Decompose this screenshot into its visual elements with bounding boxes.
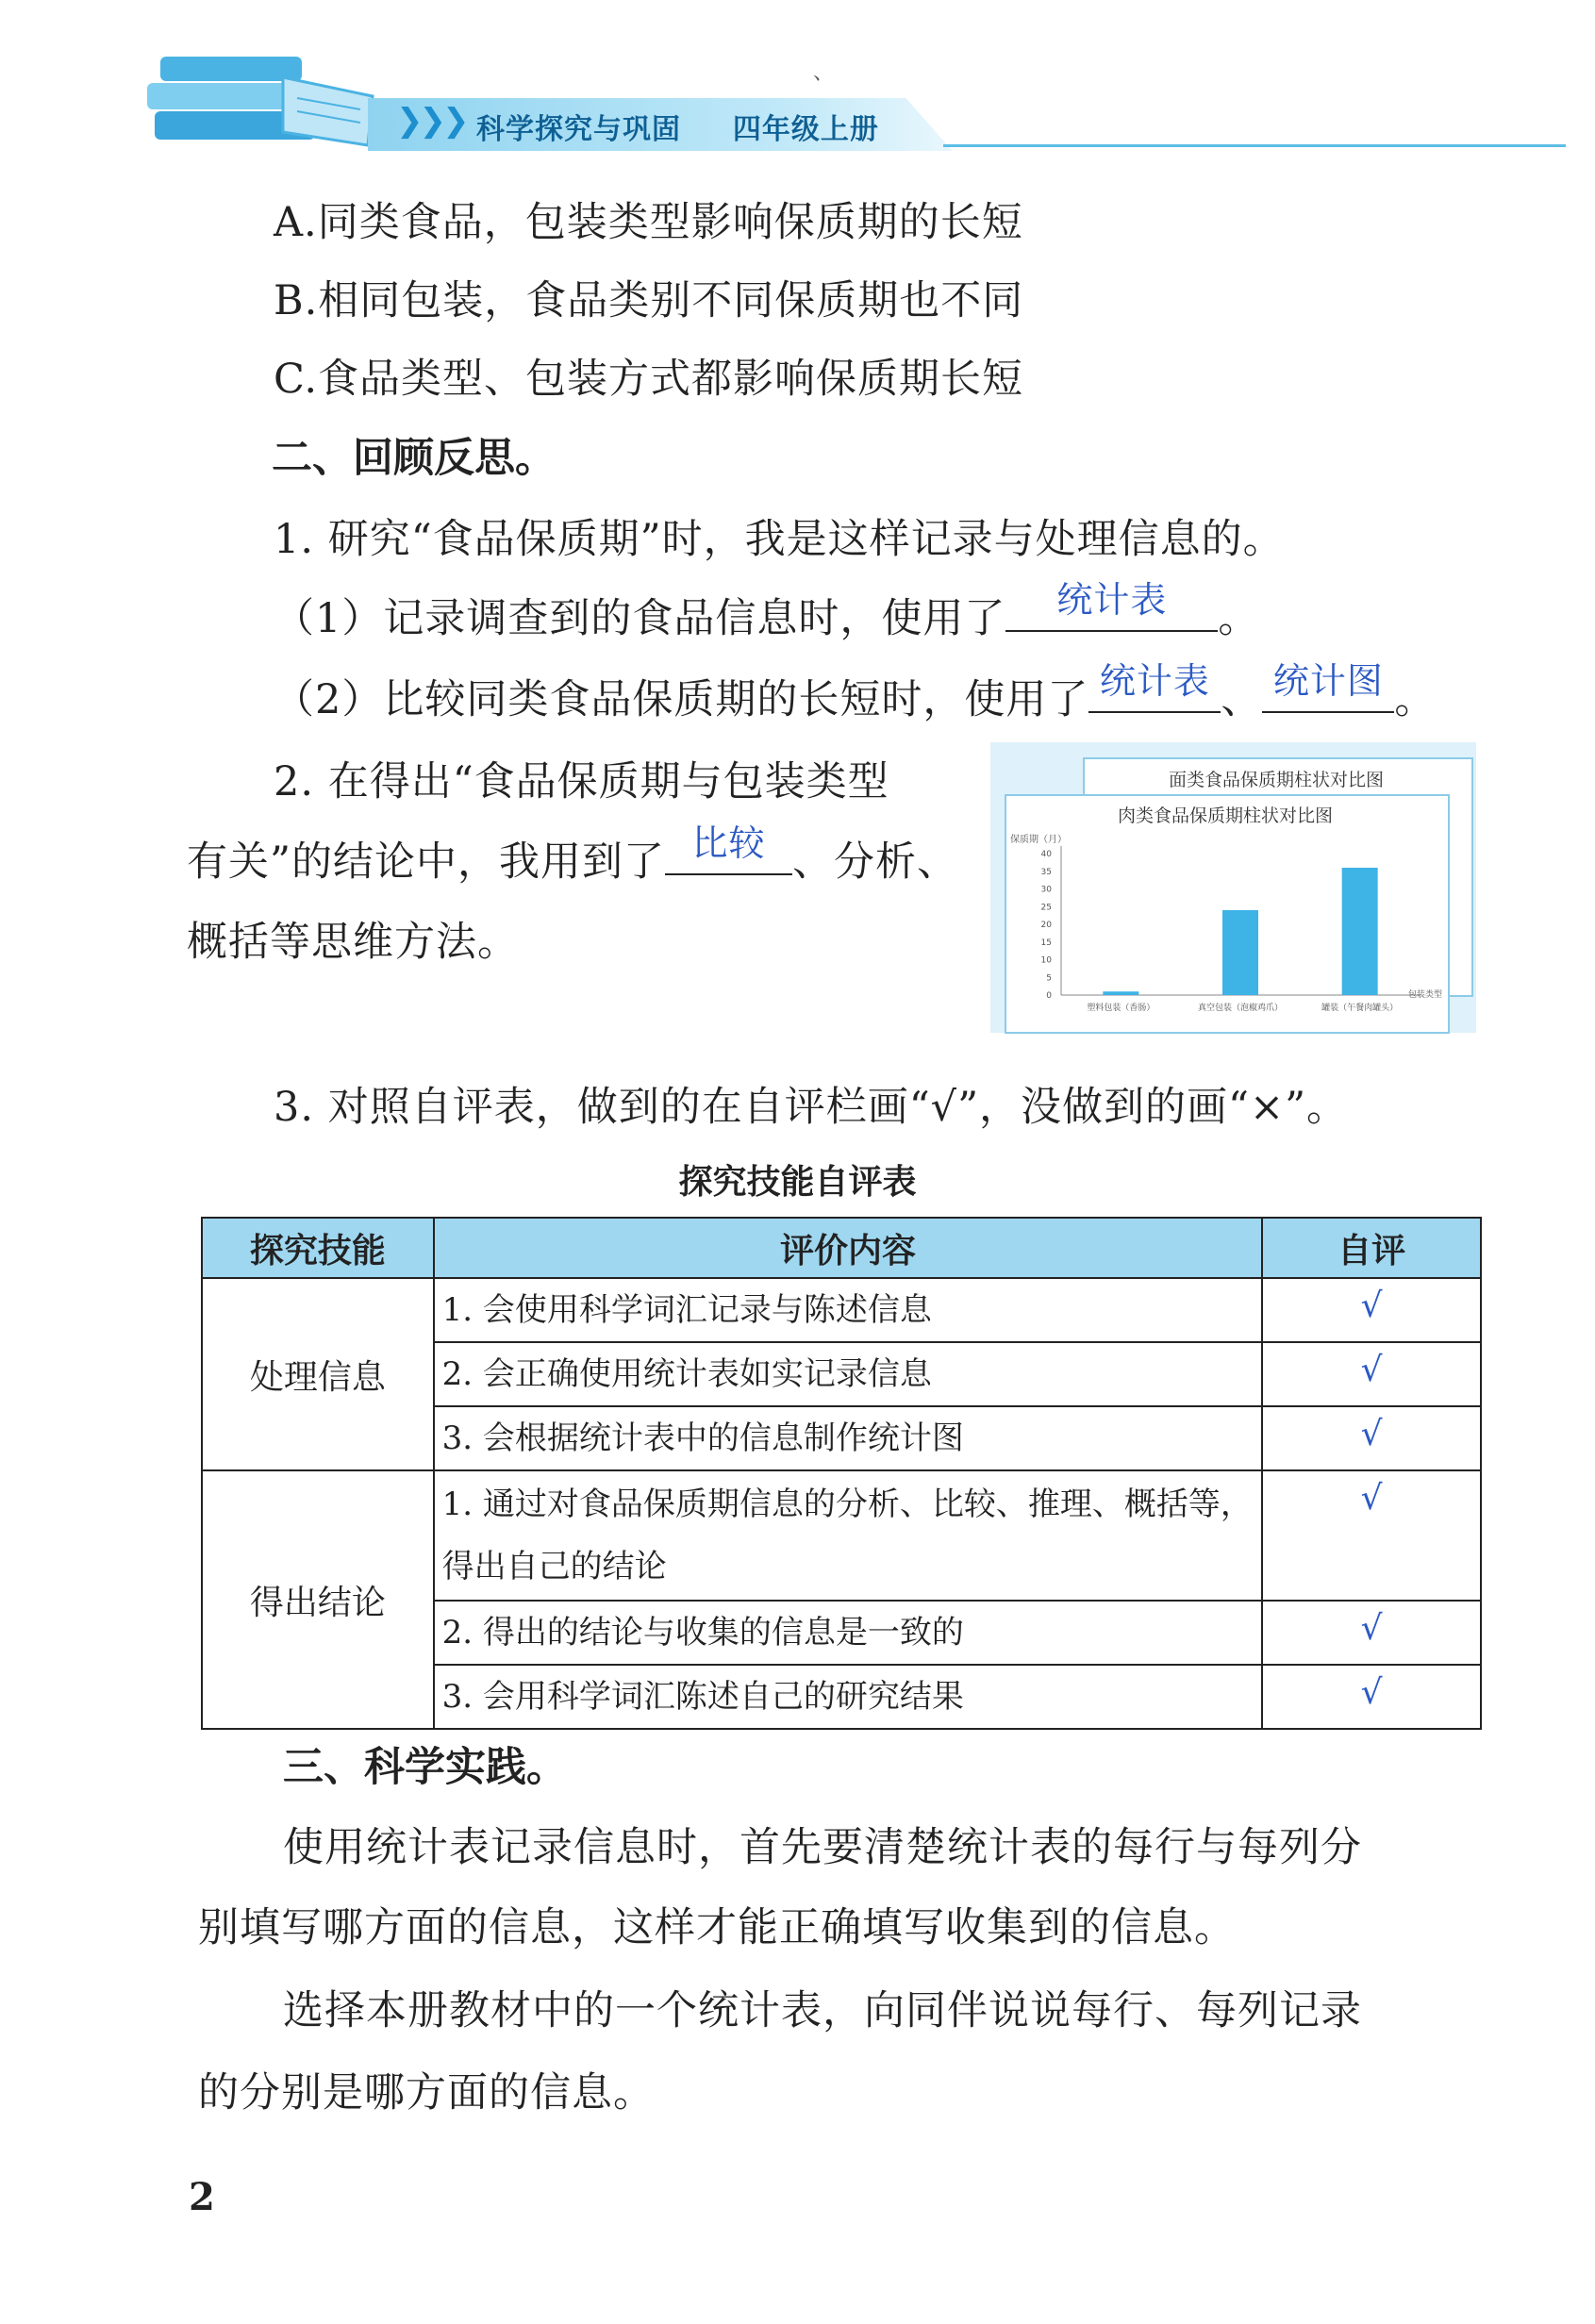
paragraph-line: 的分别是哪方面的信息。 <box>198 2069 655 2116</box>
question-1-sub-2 <box>274 660 1437 725</box>
book-stack-icon <box>141 49 377 153</box>
item-cell: 3. 会根据统计表中的信息制作统计图 <box>434 1406 1263 1470</box>
item-cell: 3. 会用科学词汇陈述自己的研究结果 <box>434 1665 1263 1729</box>
punctuation: 、 <box>1221 676 1263 723</box>
item-cell <box>434 1470 1263 1601</box>
y-tick-label: 35 <box>1040 867 1052 877</box>
choice-text: 相同包装，食品类别不同保质期也不同 <box>318 277 1024 324</box>
y-tick-label: 5 <box>1046 973 1052 984</box>
check-mark[interactable]: √ <box>1262 1406 1481 1470</box>
choice-letter: B. <box>274 277 319 324</box>
y-tick-label: 30 <box>1040 885 1052 895</box>
check-mark[interactable]: √ <box>1262 1470 1481 1601</box>
choice-text: 同类食品，包装类型影响保质期的长短 <box>317 199 1023 246</box>
choice-a <box>274 191 1023 248</box>
question-1-sub-1 <box>274 579 1260 644</box>
question-text: 、分析、 <box>791 838 958 886</box>
choice-b <box>274 269 1023 326</box>
header-arrows-icon: ❯❯❯ <box>396 102 466 140</box>
y-tick-label: 15 <box>1040 938 1052 948</box>
header-self-eval: 自评 <box>1262 1218 1481 1278</box>
check-mark[interactable]: √ <box>1262 1601 1481 1665</box>
sub-question-text: （2）比较同类食品保质期的长短时，使用了 <box>274 676 1089 723</box>
choice-c <box>274 347 1023 405</box>
punctuation: 。 <box>1394 676 1437 723</box>
category-cell: 处理信息 <box>202 1278 434 1470</box>
item-cell: 2. 得出的结论与收集的信息是一致的 <box>434 1601 1263 1665</box>
choice-text: 食品类型、包装方式都影响保质期长短 <box>318 356 1024 403</box>
x-tick-label: 真空包装（泡椒鸡爪） <box>1197 1004 1284 1013</box>
y-tick-label: 25 <box>1040 903 1052 913</box>
punctuation: 。 <box>1218 595 1260 642</box>
category-cell: 得出结论 <box>202 1470 434 1729</box>
item-line: 得出自己的结论 <box>441 1548 667 1585</box>
chart-title: 肉类食品保质期柱状对比图 <box>1117 805 1333 826</box>
section-heading-review: 二、回顾反思。 <box>272 435 556 482</box>
y-tick-label: 40 <box>1040 850 1052 859</box>
check-mark[interactable]: √ <box>1262 1665 1481 1729</box>
header-title <box>476 106 879 147</box>
answer-blank[interactable] <box>665 822 792 875</box>
x-tick-label: 塑料包装（香肠） <box>1087 1004 1155 1013</box>
check-mark[interactable]: √ <box>1262 1278 1481 1342</box>
book-title: 科学探究与巩固 <box>476 113 681 146</box>
x-axis-label: 包装类型 <box>1407 990 1442 1000</box>
paragraph-line: 选择本册教材中的一个统计表，向同伴说说每行、每列记录 <box>283 1987 1362 2034</box>
item-cell: 1. 会使用科学词汇记录与陈述信息 <box>434 1278 1263 1342</box>
y-tick-label: 10 <box>1040 955 1052 966</box>
page-number: 2 <box>189 2175 215 2219</box>
handwritten-answer: 统计表 <box>1056 579 1168 621</box>
choice-letter: A. <box>274 199 318 246</box>
paragraph-line: 使用统计表记录信息时，首先要清楚统计表的每行与每列分 <box>283 1824 1362 1871</box>
answer-blank[interactable] <box>1005 579 1218 632</box>
item-cell: 2. 会正确使用统计表如实记录信息 <box>434 1342 1263 1406</box>
question-3: 3. 对照自评表，做到的在自评栏画“√”，没做到的画“×”。 <box>274 1084 1349 1131</box>
grade-label: 四年级上册 <box>732 113 879 146</box>
header-rule <box>943 144 1566 147</box>
section-heading-practice: 三、科学实践。 <box>283 1744 567 1791</box>
table-row <box>202 1470 1481 1601</box>
bar <box>1103 991 1138 995</box>
question-2-line-3: 概括等思维方法。 <box>187 919 519 966</box>
handwritten-answer: 统计图 <box>1272 660 1384 702</box>
table-row <box>202 1278 1481 1342</box>
table-header-row <box>202 1218 1481 1278</box>
top-mark: 、 <box>813 61 835 85</box>
answer-blank[interactable] <box>1088 660 1221 713</box>
question-text: 有关”的结论中，我用到了 <box>187 838 665 886</box>
y-tick-label: 20 <box>1040 921 1052 930</box>
choice-letter: C. <box>274 356 319 403</box>
header-skill: 探究技能 <box>202 1218 434 1278</box>
question-2-line-1: 2. 在得出“食品保质期与包装类型 <box>274 758 889 805</box>
bar <box>1222 910 1258 995</box>
paragraph-line: 别填写哪方面的信息，这样才能正确填写收集到的信息。 <box>198 1904 1236 1951</box>
sub-question-text: （1）记录调查到的食品信息时，使用了 <box>274 595 1006 642</box>
question-2-line-2 <box>187 822 958 888</box>
bar-chart <box>1005 825 1446 1028</box>
question-1: 1. 研究“食品保质期”时，我是这样记录与处理信息的。 <box>274 516 1285 563</box>
header-content: 评价内容 <box>434 1218 1263 1278</box>
bar <box>1342 868 1378 995</box>
check-mark[interactable]: √ <box>1262 1342 1481 1406</box>
item-line: 1. 通过对食品保质期信息的分析、比较、推理、概括等， <box>441 1486 1253 1523</box>
x-tick-label: 罐装（午餐肉罐头） <box>1321 1004 1399 1013</box>
y-axis-label: 保质期（月） <box>1010 835 1067 845</box>
y-tick-label: 0 <box>1046 991 1052 1001</box>
answer-blank[interactable] <box>1262 660 1394 713</box>
handwritten-answer: 统计表 <box>1099 660 1210 702</box>
chart-back-title: 面类食品保质期柱状对比图 <box>1168 770 1384 790</box>
self-evaluation-table <box>201 1217 1482 1730</box>
table-title: 探究技能自评表 <box>678 1163 917 1202</box>
handwritten-answer: 比较 <box>691 822 766 864</box>
